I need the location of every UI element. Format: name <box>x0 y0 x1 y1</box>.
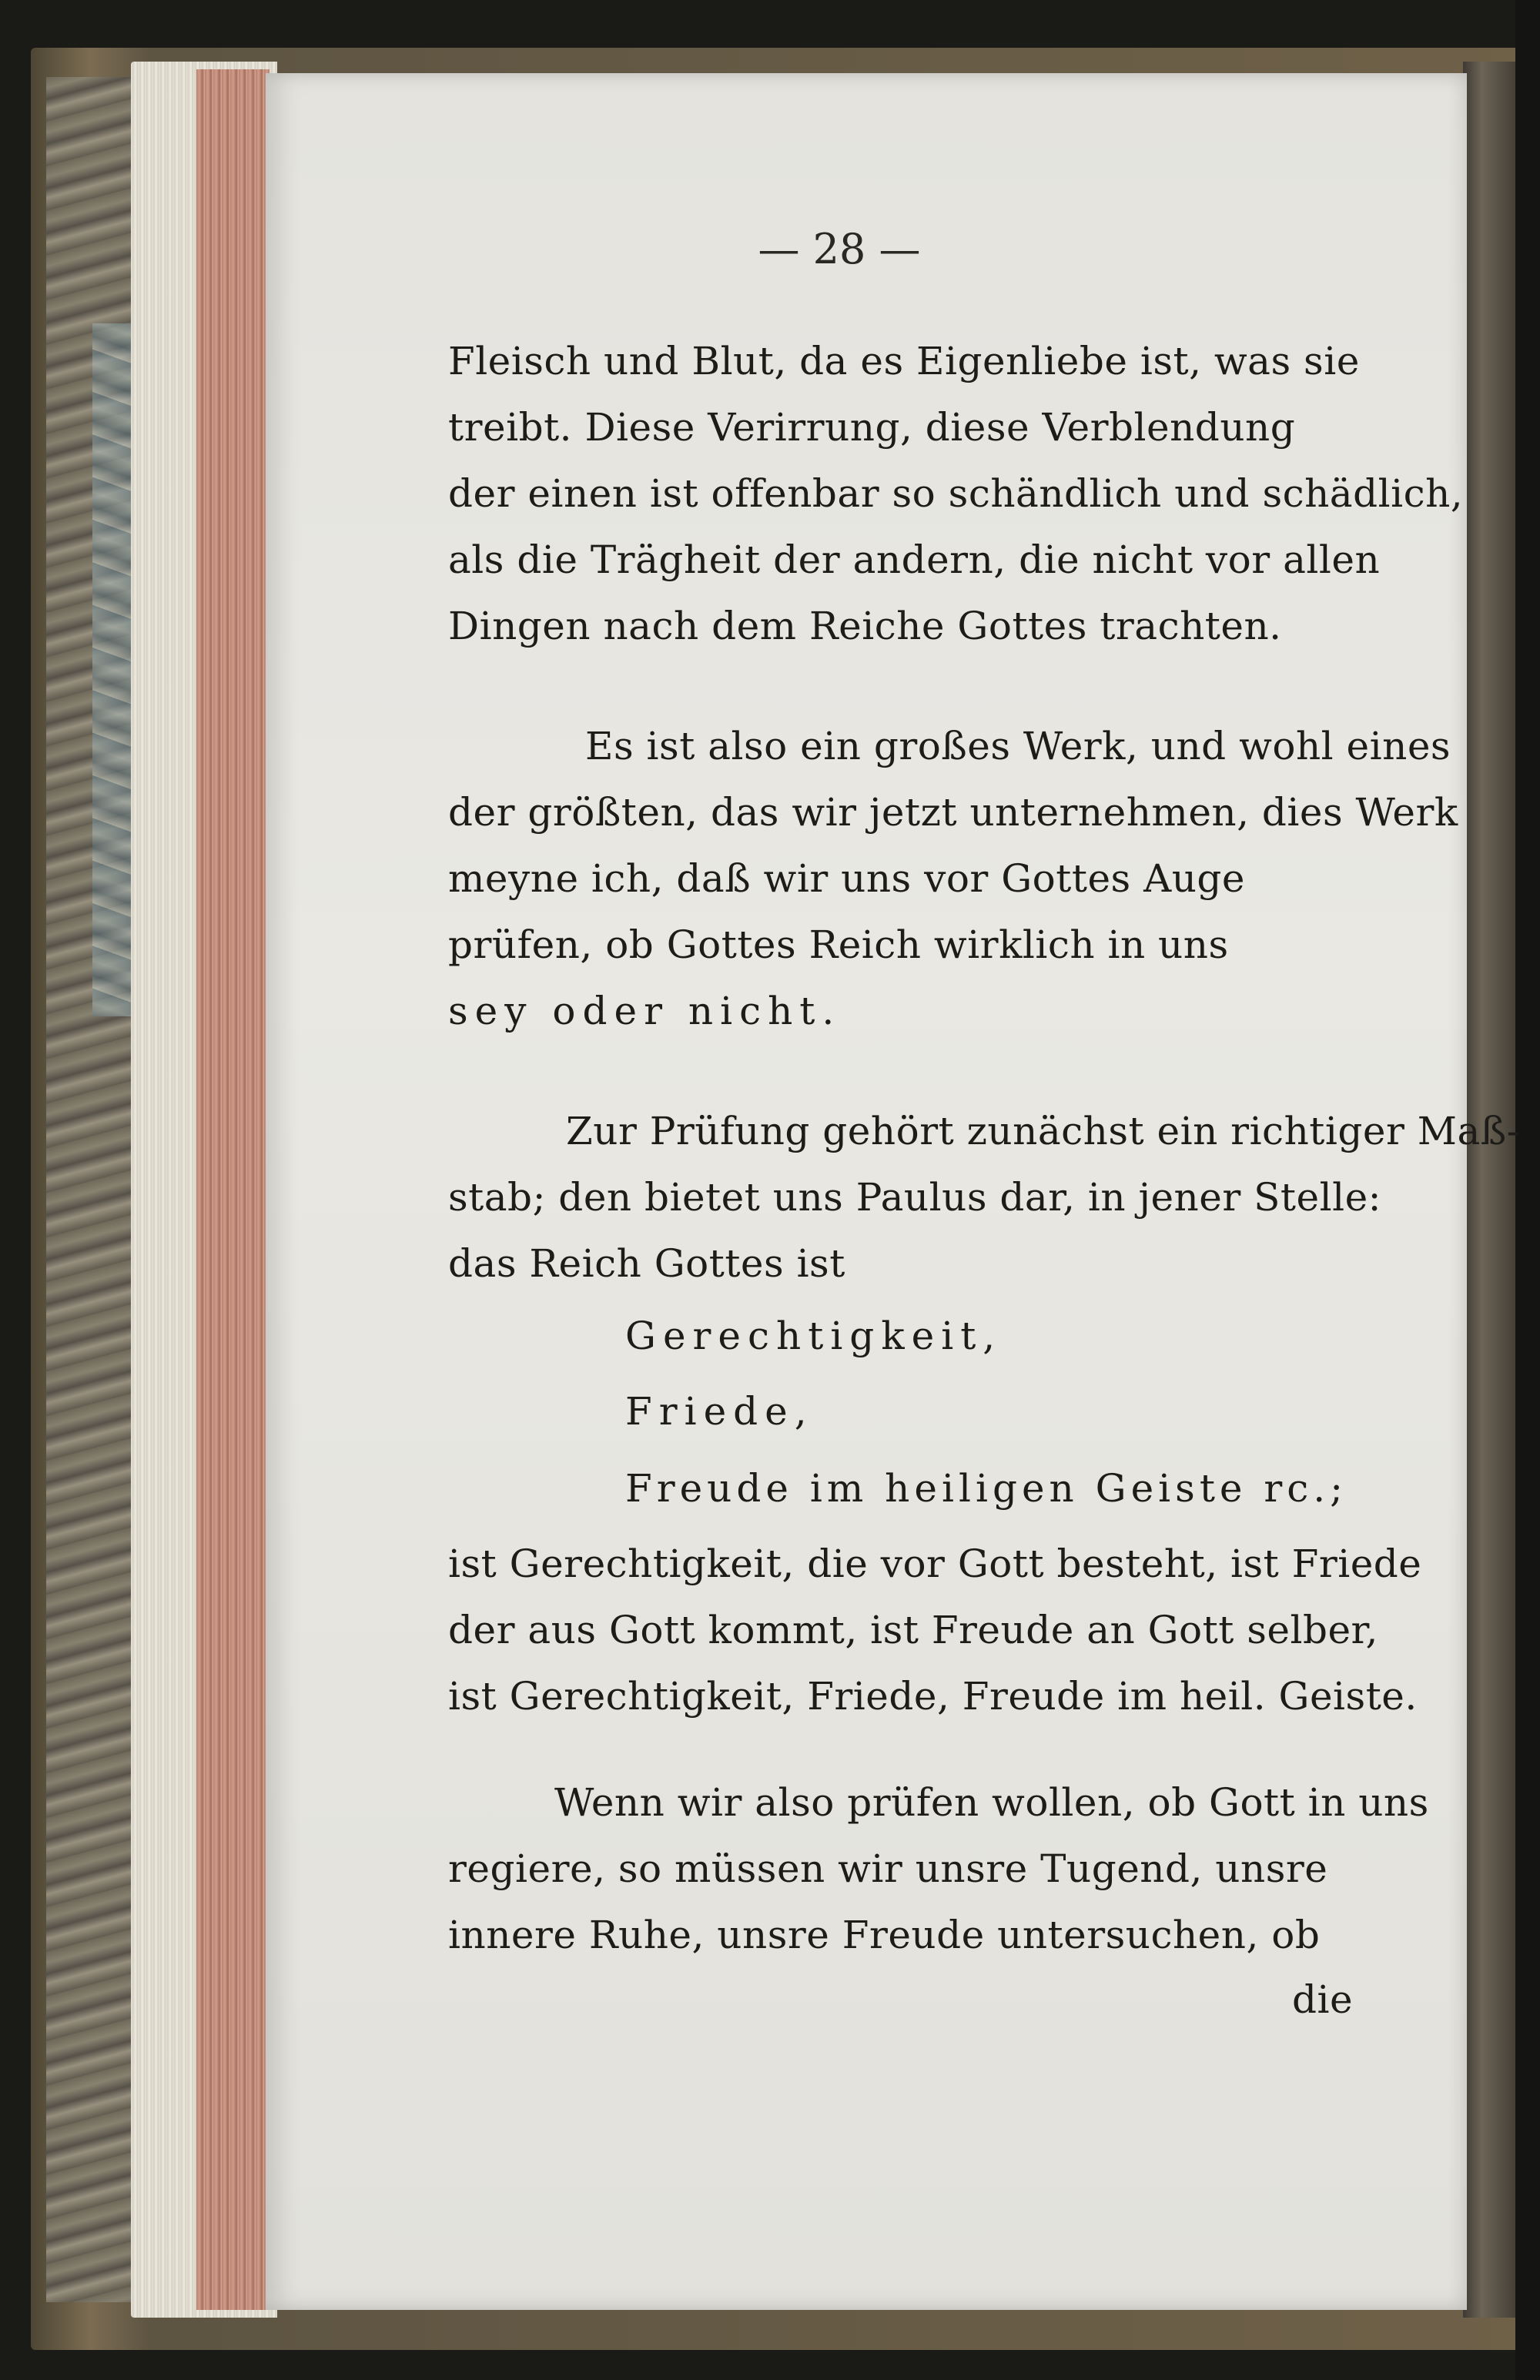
text-line: das Reich Gottes ist <box>448 1241 845 1286</box>
text-line: stab; den bietet uns Paulus dar, in jener Stelle: <box>448 1175 1381 1220</box>
text-line: innere Ruhe, unsre Freude untersuchen, ob <box>448 1913 1321 1957</box>
text-line: regiere, so müssen wir unsre Tugend, unsre <box>448 1846 1328 1891</box>
text-line: treibt. Diese Verirrung, diese Verblendung <box>448 405 1296 450</box>
text-line: ist Gerechtigkeit, die vor Gott besteht, ist Friede <box>448 1541 1422 1586</box>
book-gutter <box>1463 62 1517 2318</box>
text-line: Es ist also ein großes Werk, und wohl eines <box>585 724 1451 768</box>
text-line: Wenn wir also prüfen wollen, ob Gott in uns <box>554 1780 1429 1825</box>
catchword: die <box>1292 1977 1354 2022</box>
text-line: der größten, das wir jetzt unternehmen, dies Werk <box>448 790 1458 835</box>
text-line: Dingen nach dem Reiche Gottes trachten. <box>448 604 1282 648</box>
red-page-edges <box>196 69 270 2310</box>
text-line: ist Gerechtigkeit, Friede, Freude im heil. Geiste. <box>448 1674 1418 1719</box>
page-number: — 28 — <box>758 225 921 273</box>
text-line: sey oder nicht. <box>448 989 842 1033</box>
text-line: der einen ist offenbar so schändlich und schädlich, <box>448 471 1464 516</box>
quote-line: Gerechtigkeit, <box>625 1314 1003 1358</box>
text-line: Zur Prüfung gehört zunächst ein richtiger Maß- <box>566 1109 1521 1153</box>
background-strip <box>1515 0 1540 2380</box>
text-line: meyne ich, daß wir uns vor Gottes Auge <box>448 856 1245 901</box>
quote-line: Freude im heiligen Geiste rc.; <box>625 1466 1348 1511</box>
text-line: der aus Gott kommt, ist Freude an Gott selber, <box>448 1608 1378 1652</box>
text-line: Fleisch und Blut, da es Eigenliebe ist, was sie <box>448 339 1360 383</box>
text-line: prüfen, ob Gottes Reich wirklich in uns <box>448 922 1229 967</box>
text-line: als die Trägheit der andern, die nicht vor allen <box>448 537 1381 582</box>
quote-line: Friede, <box>625 1389 814 1434</box>
